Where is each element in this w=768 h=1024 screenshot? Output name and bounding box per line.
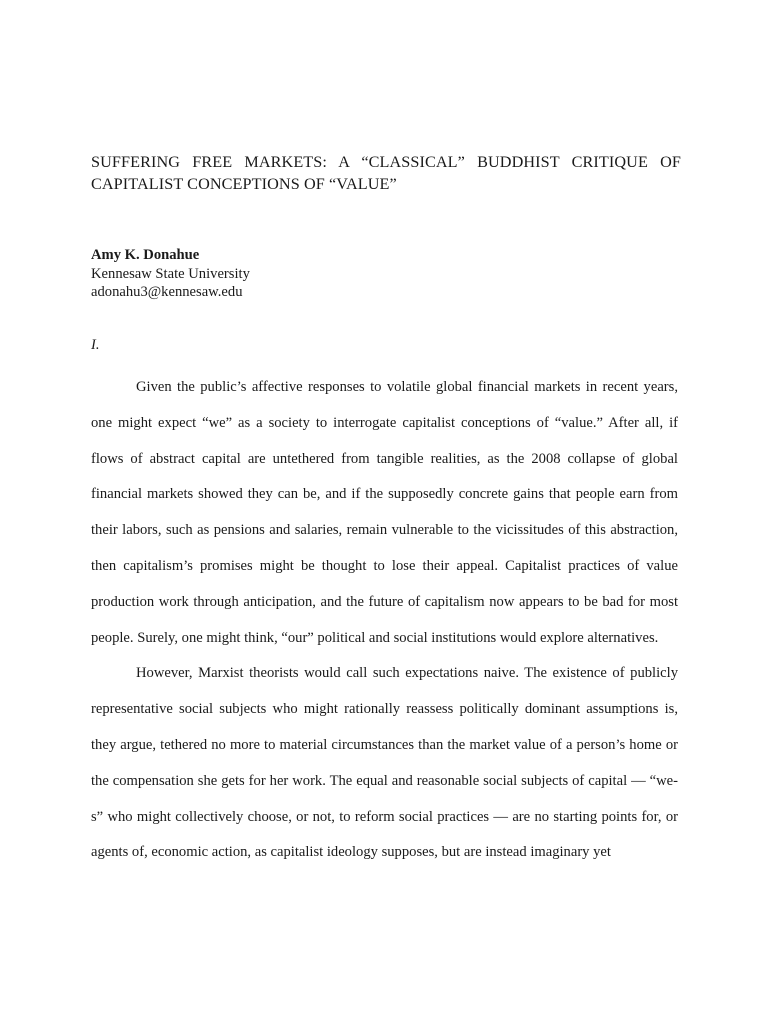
author-email: adonahu3@kennesaw.edu <box>91 284 243 300</box>
paper-title: SUFFERING FREE MARKETS: A “CLASSICAL” BUDDHIST CRITIQUE OF CAPITALIST CONCEPTIONS OF “VALUE” <box>91 153 681 193</box>
paragraph: However, Marxist theorists would call such expectations naive. The existence of publicly representative social subjects who might rationally reassess politically dominant assumptions is, they argue, tethered no more to material circumstances than the market value of a person’s home or the compensation she gets for her work. The equal and reasonable social subjects of capital — “we-s” who might collectively choose, or not, to reform social practices — are no starting points for, or agents of, economic action, as capitalist ideology supposes, but are instead imaginary yet <box>91 665 678 861</box>
author-affiliation: Kennesaw State University <box>91 265 250 282</box>
author-block <box>91 246 250 302</box>
body-text <box>91 370 678 871</box>
section-number: I. <box>91 337 100 353</box>
author-name: Amy K. Donahue <box>91 247 200 263</box>
paragraph: Given the public’s affective responses to volatile global financial markets in recent years, one might expect “we” as a society to interrogate capitalist conceptions of “value.” After all, if flows of abstract capital are untethered from tangible realities, as the 2008 collapse of global financial markets showed they can be, and if the supposedly concrete gains that people earn from their labors, such as pensions and salaries, remain vulnerable to the vicissitudes of this abstraction, then capitalism’s promises might be thought to lose their appeal. Capitalist practices of value production work through anticipation, and the future of capitalism now appears to be bad for most people. Surely, one might think, “our” political and social institutions would explore alternatives. <box>91 379 678 646</box>
